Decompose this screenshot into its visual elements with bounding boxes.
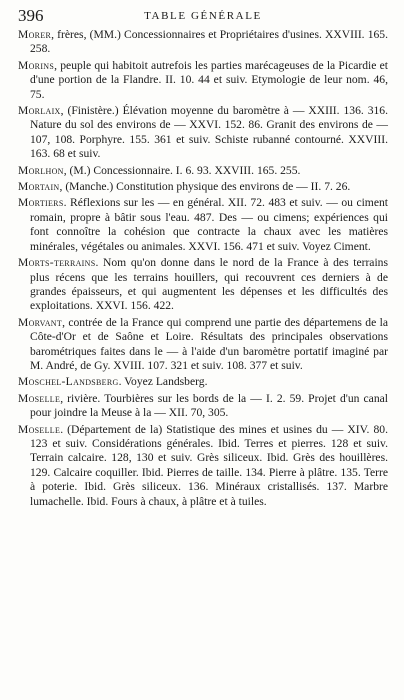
page-header [18, 6, 388, 28]
entry-headword: Morts-terrains [18, 256, 96, 270]
entry-text: , (M.) Concessionnaire. I. 6. 93. XXVIII. 165. 255. [63, 163, 301, 177]
entry-headword: Morlaix [18, 104, 61, 118]
index-entry-morts-terrains [18, 256, 388, 314]
running-head: TABLE GÉNÉRALE [144, 10, 262, 22]
entry-text: . (Département de la) Statistique des mines et usines du — XIV. 80. 123 et suiv. Considérations générales. Ibid. Terres et pierres. 128 et suiv. Terrain calcaire. 128, 130 et suiv. Grès siliceux. Ibid. Grès des houillères. 129. Calcaire coquiller. Ibid. Pierres de taille. 134. Pierre à plâtre. 135. Terre à poterie. Ibid. Grès siliceux. 136. Minéraux cristallisés. 137. Marbre lumachelle. Ibid. Fours à chaux, à plâtre et à tuiles. [30, 422, 388, 508]
index-entry-morvant [18, 316, 388, 374]
page-number: 396 [18, 6, 44, 25]
entry-text: , (Manche.) Constitution physique des environs de — II. 7. 26. [59, 180, 351, 194]
index-entry-moselle-river [18, 392, 388, 421]
entry-headword: Morvant [18, 315, 63, 329]
entry-headword: Morins [18, 58, 55, 72]
entry-text: . Nom qu'on donne dans le nord de la France à des terrains plus récens que les terrains houillers, qui recouvrent ces derniers à de grandes épaisseurs, et qui augmentent les dépenses et les difficultés des exploitations. XXVI. 156. 422. [30, 256, 388, 313]
entry-headword: Mortiers [18, 196, 64, 210]
entry-headword: Moschel-Landsberg [18, 375, 119, 389]
entry-headword: Mortain [18, 180, 60, 194]
index-entry-morer [18, 28, 388, 57]
entry-text: , peuple qui habitoit autrefois les parties marécageuses de la Picardie et d'une portion de la Flandre. II. 10. 44 et suiv. Etymologie de leur nom. 46, 75. [30, 58, 388, 101]
entry-text: , frères, (MM.) Concessionnaires et Propriétaires d'usines. XXVIII. 165. 258. [30, 28, 388, 56]
entry-text: . Réflexions sur les — en général. XII. 72. 483 et suiv. — ou ciment romain, propre à bâtir sous l'eau. 487. Des — ou cimens; expériences qui font connoître la cohésion que contracte la chaux avec les matières minérales, végétales ou animales. XXVI. 156. 471 et suiv. Voyez Ciment. [30, 196, 388, 253]
index-entry-moselle-department [18, 423, 388, 509]
index-entry-moschel-landsberg [18, 375, 388, 389]
index-entry-mortain [18, 180, 388, 194]
entry-text: . Voyez Landsberg. [118, 375, 208, 389]
index-entries [18, 28, 388, 509]
entry-text: , contrée de la France qui comprend une partie des départemens de la Côte-d'Or et de Saône et Loire. Résultats des principales observations barométriques faites dans le — à l'aide d'un baromètre portatif imaginé par M. André, de Gy. XVIII. 107. 321 et suiv. 108. 377 et suiv. [30, 315, 388, 372]
entry-text: , (Finistère.) Élévation moyenne du baromètre à — XXIII. 136. 316. Nature du sol des environs de — XXVI. 152. 86. Granit des environs de — 107, 108. Porphyre. 155. 361 et suiv. Schiste rubanné contourné. XXVIII. 163. 68 et suiv. [30, 104, 388, 161]
index-entry-mortiers [18, 196, 388, 254]
entry-headword: Moselle [18, 422, 61, 436]
entry-text: , rivière. Tourbières sur les bords de la — I. 2. 59. Projet d'un canal pour joindre la Meuse à la — XII. 70, 305. [30, 391, 388, 420]
entry-headword: Morer [18, 28, 52, 41]
index-entry-morins [18, 59, 388, 102]
index-entry-morlaix [18, 104, 388, 162]
index-entry-morlhon [18, 164, 388, 178]
entry-headword: Morlhon [18, 163, 64, 177]
entry-headword: Moselle [18, 391, 61, 405]
